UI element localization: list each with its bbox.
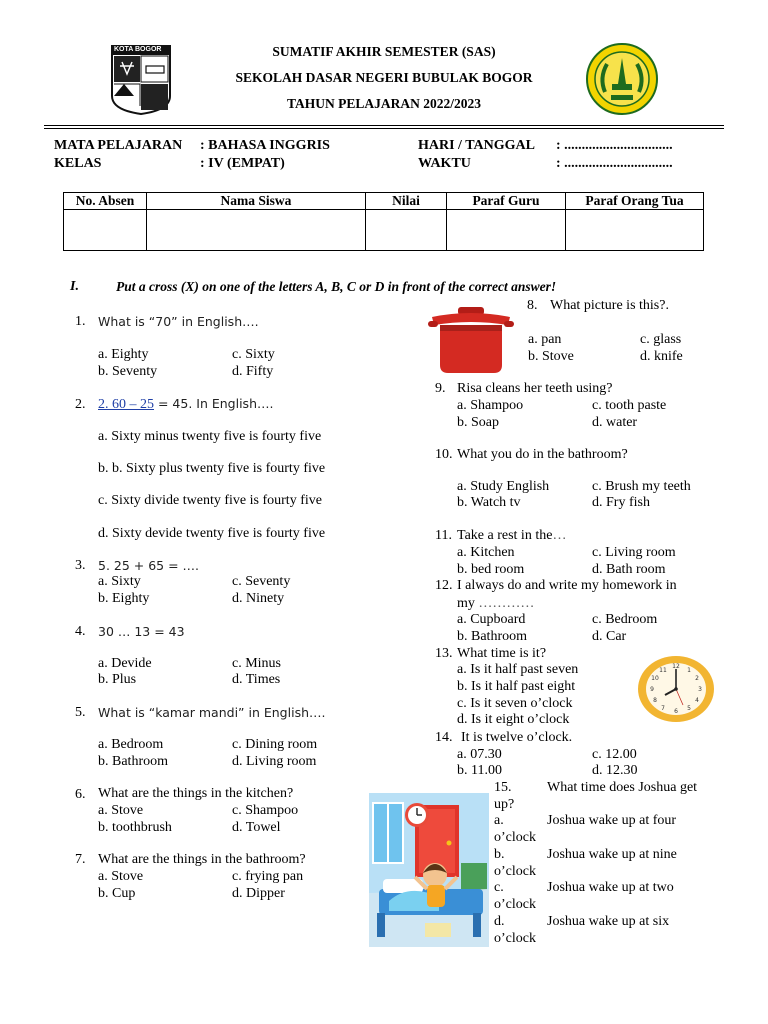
option-d[interactable]: d. Is it eight o’clock [457, 712, 570, 727]
logo-text: KOTA BOGOR [114, 46, 162, 53]
option-b[interactable]: b. Bathroom [457, 629, 527, 644]
option-c[interactable]: c. Minus [232, 656, 281, 671]
svg-text:5: 5 [687, 705, 691, 712]
svg-text:7: 7 [661, 705, 665, 712]
option-b[interactable]: b. b. Sixty plus twenty five is fourty five [98, 461, 326, 476]
col-nama-siswa: Nama Siswa [147, 193, 366, 210]
day-value: : ............................... [556, 138, 673, 153]
svg-text:1: 1 [687, 667, 691, 674]
option-a[interactable]: a. Stove [98, 869, 144, 884]
header-line-1: SUMATIF AKHIR SEMESTER (SAS) [272, 44, 496, 59]
svg-text:12: 12 [672, 663, 680, 670]
option-a[interactable]: a. Is it half past seven [457, 662, 579, 677]
option-a[interactable]: a. 07.30 [457, 747, 502, 762]
option-c[interactable]: c. Sixty [232, 347, 275, 362]
cooking-pot-image [428, 303, 514, 375]
col-nilai: Nilai [366, 193, 447, 210]
svg-text:4: 4 [695, 697, 699, 704]
option-d[interactable]: d. 12.30 [592, 763, 638, 778]
option-d[interactable]: d. Fry fish [592, 495, 650, 510]
instruction-number: I. [70, 279, 79, 294]
option-c[interactable]: c. Living room [592, 545, 676, 560]
class-value: : IV (EMPAT) [200, 156, 285, 171]
svg-text:2: 2 [695, 675, 699, 682]
class-label: KELAS [54, 156, 102, 171]
option-c[interactable]: c. frying pan [232, 869, 304, 884]
option-b[interactable]: b. toothbrush [98, 820, 172, 835]
cell-paraf-guru[interactable] [447, 210, 566, 251]
option-c[interactable]: c. Shampoo [232, 803, 299, 818]
option-b[interactable]: b. Cup [98, 886, 136, 901]
instruction-text: Put a cross (X) on one of the letters A, B, C or D in front of the correct answer! [116, 279, 557, 294]
option-b[interactable]: b. Stove [528, 349, 574, 364]
option-d[interactable]: d. Dipper [232, 886, 285, 901]
option-c[interactable]: c. glass [640, 332, 682, 347]
option-c[interactable]: c. Brush my teeth [592, 479, 691, 494]
option-b[interactable]: b. bed room [457, 562, 525, 577]
option-b[interactable]: b. 11.00 [457, 763, 502, 778]
option-d[interactable]: d. Fifty [232, 364, 274, 379]
option-d[interactable]: d. knife [640, 349, 683, 364]
subject-value: : BAHASA INGGRIS [200, 138, 330, 153]
option-a[interactable]: a. Kitchen [457, 545, 515, 560]
option-d[interactable]: d. Ninety [232, 591, 285, 606]
svg-text:3: 3 [698, 686, 702, 693]
option-c[interactable]: Joshua wake up at two [547, 880, 674, 895]
option-a[interactable]: a. Bedroom [98, 737, 164, 752]
option-d[interactable]: d. water [592, 415, 638, 430]
col-no-absen: No. Absen [64, 193, 147, 210]
option-b[interactable]: b. Soap [457, 415, 499, 430]
time-label: WAKTU [418, 156, 471, 171]
wall-clock-image [637, 655, 715, 723]
option-c[interactable]: c. Sixty divide twenty five is fourty five [98, 493, 322, 508]
option-a[interactable]: Joshua wake up at four [547, 813, 677, 828]
header-line-2: SEKOLAH DASAR NEGERI BUBULAK BOGOR [235, 70, 533, 85]
option-d[interactable]: d. Towel [232, 820, 281, 835]
option-a-letter[interactable]: a. [494, 813, 504, 828]
option-d[interactable]: d. Sixty devide twenty five is fourty five [98, 526, 326, 541]
option-b[interactable]: b. Watch tv [457, 495, 521, 510]
option-a[interactable]: a. Sixty [98, 574, 141, 589]
option-c[interactable]: c. 12.00 [592, 747, 637, 762]
subject-label: MATA PELAJARAN [54, 138, 183, 153]
header-line-3: TAHUN PELAJARAN 2022/2023 [286, 96, 481, 111]
school-emblem-logo [585, 42, 659, 116]
option-d[interactable]: d. Living room [232, 754, 317, 769]
svg-text:10: 10 [651, 675, 659, 682]
option-b[interactable]: b. Plus [98, 672, 137, 687]
option-c[interactable]: c. Dining room [232, 737, 318, 752]
option-c-letter[interactable]: c. [494, 880, 504, 895]
option-d-letter[interactable]: d. [494, 914, 505, 929]
option-a[interactable]: a. Shampoo [457, 398, 524, 413]
option-c[interactable]: c. tooth paste [592, 398, 667, 413]
kota-bogor-logo [110, 44, 172, 116]
option-a[interactable]: a. Cupboard [457, 612, 526, 627]
time-value: : ............................... [556, 156, 673, 171]
option-b[interactable]: b. Seventy [98, 364, 158, 379]
cell-nama-siswa[interactable] [147, 210, 366, 251]
option-d[interactable]: d. Car [592, 629, 627, 644]
col-paraf-orang-tua: Paraf Orang Tua [566, 193, 704, 210]
option-c[interactable]: c. Seventy [232, 574, 291, 589]
option-a[interactable]: a. Study English [457, 479, 550, 494]
svg-text:9: 9 [650, 686, 654, 693]
cell-no-absen[interactable] [64, 210, 147, 251]
cell-nilai[interactable] [366, 210, 447, 251]
option-a[interactable]: a. Devide [98, 656, 152, 671]
option-b[interactable]: b. Bathroom [98, 754, 168, 769]
svg-text:8: 8 [653, 697, 657, 704]
cell-paraf-orang-tua[interactable] [566, 210, 704, 251]
option-b[interactable]: b. Is it half past eight [457, 679, 576, 694]
student-table [63, 192, 704, 251]
option-c[interactable]: c. Bedroom [592, 612, 658, 627]
option-a[interactable]: a. Stove [98, 803, 144, 818]
option-c[interactable]: c. Is it seven o’clock [457, 696, 573, 711]
option-b[interactable]: b. Eighty [98, 591, 150, 606]
option-b-letter[interactable]: b. [494, 847, 505, 862]
boy-waking-up-image [369, 793, 489, 947]
option-d[interactable]: d. Bath room [592, 562, 666, 577]
option-d[interactable]: Joshua wake up at six [547, 914, 670, 929]
svg-text:11: 11 [659, 667, 667, 674]
svg-text:6: 6 [674, 708, 678, 715]
col-paraf-guru: Paraf Guru [447, 193, 566, 210]
option-d[interactable]: d. Times [232, 672, 281, 687]
option-b[interactable]: Joshua wake up at nine [547, 847, 677, 862]
option-a[interactable]: a. pan [528, 332, 562, 347]
option-a[interactable]: a. Eighty [98, 347, 149, 362]
day-label: HARI / TANGGAL [418, 138, 535, 153]
question-2-link[interactable]: 2. 60 – 25 [98, 397, 154, 412]
option-a[interactable]: a. Sixty minus twenty five is fourty five [98, 429, 322, 444]
